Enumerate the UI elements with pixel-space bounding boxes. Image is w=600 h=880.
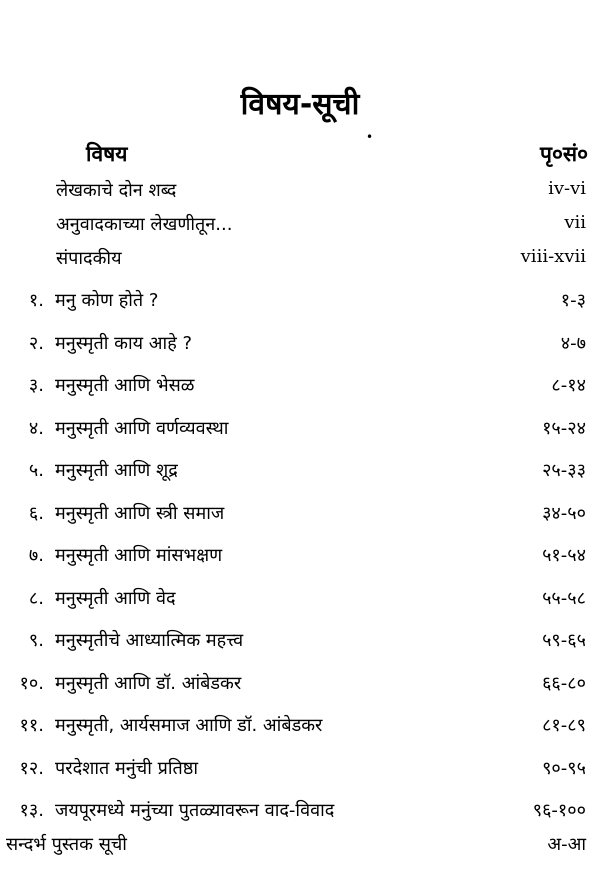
chapter-title: मनुस्मृती काय आहे ? [55, 332, 193, 354]
chapter-title: मनुस्मृती आणि डॉ. आंबेडकर [55, 672, 242, 694]
list-item [0, 373, 600, 416]
entry-label: संपादकीय [56, 248, 122, 269]
chapter-pages: ५१-५४ [542, 545, 586, 566]
prelim-list [0, 178, 600, 280]
chapter-title: मनुस्मृती, आर्यसमाज आणि डॉ. आंबेडकर [55, 715, 323, 736]
chapter-pages: ८-१४ [551, 375, 586, 396]
chapter-title: मनुस्मृती आणि स्त्री समाज [55, 502, 225, 524]
list-item [0, 416, 600, 459]
chapter-number: ७. [28, 545, 44, 566]
chapter-title: मनुस्मृती आणि वेद [55, 587, 176, 609]
chapter-list [0, 288, 600, 841]
chapter-title: मनु कोण होते ? [55, 290, 159, 311]
list-item [0, 246, 600, 280]
chapter-number: १. [28, 290, 44, 311]
bibliography-entry [0, 832, 600, 862]
chapter-number: १२. [19, 757, 44, 779]
chapter-pages: ९६-१०० [532, 800, 586, 821]
entry-label: अनुवादकाच्या लेखणीतून... [56, 214, 233, 235]
chapter-pages: ८१-८९ [542, 715, 586, 736]
chapter-title: जयपूरमध्ये मनुंच्या पुतळ्यावरून वाद-विवाद [55, 800, 335, 821]
chapter-pages: ५९-६५ [542, 630, 586, 651]
list-item [0, 713, 600, 756]
chapter-number: १०. [19, 672, 44, 694]
list-item [0, 178, 600, 212]
list-item [0, 458, 600, 501]
entry-pages: अ-आ [547, 834, 586, 855]
chapter-number: २. [28, 332, 44, 354]
chapter-pages: ९०-९५ [542, 757, 586, 779]
entry-label: सन्दर्भ पुस्तक सूची [6, 834, 127, 855]
chapter-number: १३. [19, 800, 44, 821]
chapter-pages: २५-३३ [542, 460, 586, 481]
chapter-title: मनुस्मृती आणि वर्णव्यवस्था [55, 417, 229, 439]
chapter-number: ३. [28, 375, 44, 396]
chapter-number: ४. [28, 417, 44, 439]
chapter-pages: १-३ [560, 290, 586, 311]
chapter-number: ११. [19, 715, 44, 736]
list-item [0, 671, 600, 714]
chapter-number: ६. [28, 502, 44, 524]
entry-pages: vii [564, 212, 586, 233]
list-item [0, 288, 600, 331]
chapter-title: मनुस्मृतीचे आध्यात्मिक महत्त्व [55, 630, 244, 651]
chapter-number: ५. [28, 460, 44, 481]
chapter-number: ९. [28, 630, 44, 651]
list-item [0, 501, 600, 544]
chapter-title: मनुस्मृती आणि भेसळ [55, 375, 195, 396]
chapter-pages: ४-७ [560, 332, 586, 354]
column-header-subject: विषय [86, 142, 128, 166]
entry-label: लेखकाचे दोन शब्द [56, 180, 177, 201]
chapter-pages: ६६-८० [542, 672, 586, 694]
page-title: विषय-सूची [240, 87, 360, 122]
list-item [0, 331, 600, 374]
entry-pages: viii-xvii [520, 246, 586, 267]
list-item [0, 756, 600, 799]
list-item [0, 628, 600, 671]
column-header-page: पृ०सं० [540, 142, 588, 166]
chapter-pages: ३४-५० [542, 502, 586, 524]
chapter-pages: १५-२४ [542, 417, 586, 439]
chapter-pages: ५५-५८ [542, 587, 586, 609]
list-item [0, 543, 600, 586]
list-item [0, 586, 600, 629]
list-item [0, 212, 600, 246]
chapter-title: मनुस्मृती आणि मांसभक्षण [55, 545, 223, 566]
chapter-title: परदेशात मनुंची प्रतिष्ठा [55, 757, 199, 779]
chapter-number: ८. [28, 587, 44, 609]
ink-mark: • [366, 130, 374, 144]
entry-pages: iv-vi [548, 178, 586, 199]
chapter-title: मनुस्मृती आणि शूद्र [55, 460, 178, 481]
